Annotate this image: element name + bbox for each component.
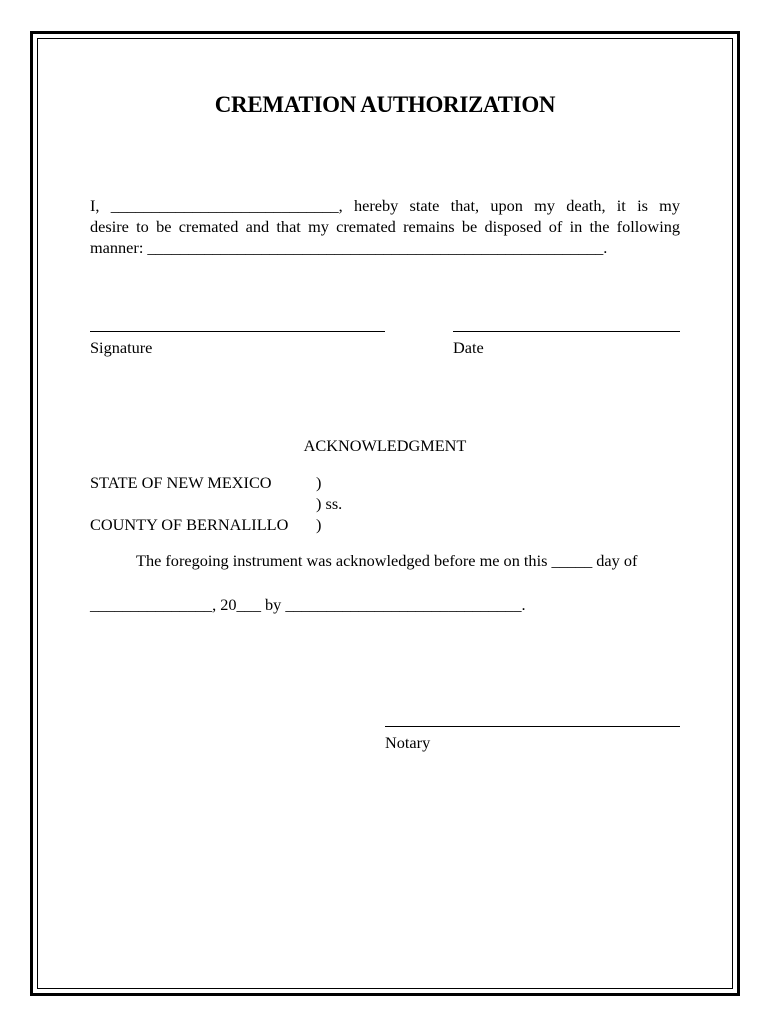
page-border-inner	[37, 38, 733, 989]
state-paren: )	[316, 473, 322, 492]
county-paren: )	[316, 515, 322, 534]
statement-line-1: I, ____________________________, hereby state that, upon my death, it is my	[90, 196, 680, 215]
signature-line	[90, 331, 385, 332]
statement-line-3: manner: ________________________________________________________.	[90, 238, 608, 257]
acknowledgment-line-2: _______________, 20___ by _____________________________.	[90, 595, 526, 614]
signature-label: Signature	[90, 338, 153, 357]
date-line	[453, 331, 680, 332]
statement-line-2: desire to be cremated and that my cremated remains be disposed of in the following	[90, 217, 680, 236]
document-title: CREMATION AUTHORIZATION	[214, 92, 556, 117]
notary-label: Notary	[385, 733, 431, 752]
county-label: COUNTY OF BERNALILLO	[90, 515, 289, 534]
acknowledgment-heading: ACKNOWLEDGMENT	[303, 436, 467, 455]
notary-line	[385, 726, 680, 727]
state-label: STATE OF NEW MEXICO	[90, 473, 272, 492]
statement-paragraph	[90, 195, 680, 258]
date-label: Date	[453, 338, 484, 357]
ss-label: ) ss.	[316, 494, 343, 513]
acknowledgment-line-1: The foregoing instrument was acknowledged before me on this _____ day of	[136, 551, 638, 570]
